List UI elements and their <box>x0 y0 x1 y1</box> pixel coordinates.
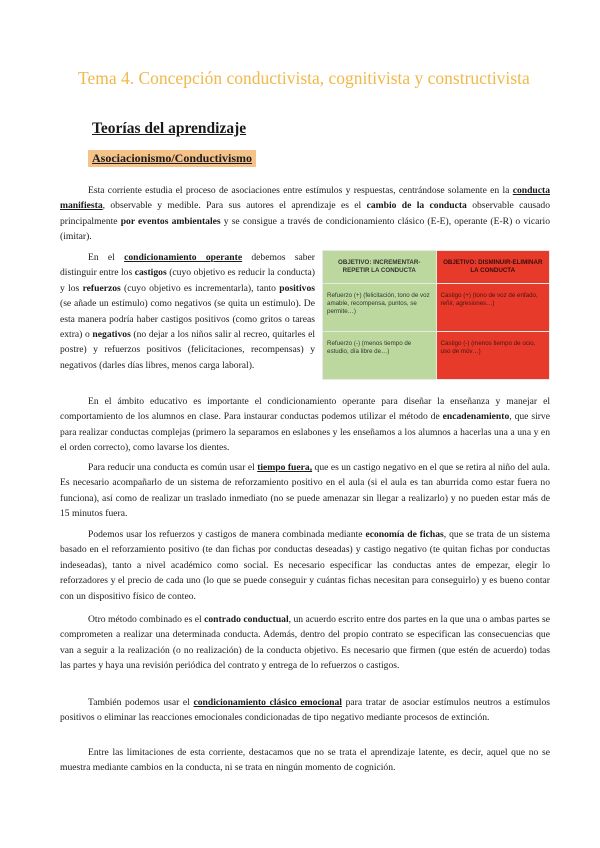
term-contrato-conductual: contrado conductual <box>204 614 289 625</box>
table-cell-negative-reinforcement: Refuerzo (-) (menos tiempo de estudio, día libre de…) <box>323 332 437 380</box>
paragraph-limitaciones: Entre las limitaciones de esta corriente, destacamos que no se trata el aprendizaje latente, es decir, aquel que no se muestra mediante cambios en la conducta, ni se trata en ningún momento de cognición. <box>60 747 550 774</box>
term-castigos: castigos <box>134 267 167 279</box>
paragraph-clasico-emocional: También podemos usar el condicionamiento clásico emocional para tratar de asociar estímulos neutros a estímulos positivos o eliminar las reacciones emocionales condicionadas de tipo negativo mediante procesos de extinción. <box>60 697 550 724</box>
paragraph-intro: Esta corriente estudia el proceso de asociaciones entre estímulos y respuestas, centrándose solamente en la conducta manifiesta, observable y medible. Para sus autores el aprendizaje es el cambio de la conducta observable causado principalmente por eventos ambientales y se consigue a través de condicionamiento clásico (E-E), operante (E-R) o vicario (imitar). <box>60 185 550 243</box>
term-condicionamiento-clasico-emocional: condicionamiento clásico emocional <box>193 697 342 708</box>
document-title: Tema 4. Concepción conductivista, cognitivista y constructivista <box>78 68 530 88</box>
reinforcement-table <box>322 250 550 380</box>
paragraph-encadenamiento: En el ámbito educativo es importante el condicionamiento operante para diseñar la enseñanza y manejar el comportamiento de los alumnos en clase. Para instaurar conductas podemos utilizar el método de encadenamiento, que sirve para realizar conductas complejas (primero la separamos en eslabones y les enseñamos a los alumnos a hacerlas una a una y en el orden correcto), como lavarse los dientes. <box>60 396 550 454</box>
term-eventos-ambientales: por eventos ambientales <box>120 215 221 227</box>
term-condicionamiento-operante: condicionamiento operante <box>124 252 243 263</box>
term-economia-fichas: economía de fichas <box>365 529 444 540</box>
table-cell-positive-reinforcement: Refuerzo (+) (felicitación, tono de voz amable, recompensa, puntos, se permite…) <box>323 284 437 332</box>
subsection-heading: Asociacionismo/Conductivismo <box>88 150 256 167</box>
term-tiempo-fuera: tiempo fuera, <box>257 462 313 473</box>
term-negativos: negativos <box>92 329 131 341</box>
table-cell-negative-punishment: Castigo (-) (menos tiempo de ocio, uso de móv…) <box>436 332 550 380</box>
table-cell-positive-punishment: Castigo (+) (tono de voz de enfado, reñir, agresiones…) <box>436 284 550 332</box>
term-conducta-manifiesta: conducta manifiesta <box>60 185 550 212</box>
paragraph-operante: En el condicionamiento operante debemos saber distinguir entre los castigos (cuyo objetivo es reducir la conducta) y los refuerzos (cuyo objetivo es incrementarla), tanto positivos (se añade un estímulo) como negativos (se quita un estímulo). De esta manera podría haber castigos positivos (como gritos o tareas extra) o negativos (no dejar a los niños salir al recreo, quitarles el postre) y refuerzos positivos (felicitaciones, recompensas) y negativos (darles días libres, menos carga laboral). <box>60 252 315 371</box>
term-cambio-conducta: cambio de la conducta <box>366 200 467 212</box>
paragraph-economia-fichas: Podemos usar los refuerzos y castigos de manera combinada mediante economía de fichas, que se trata de un sistema basado en el reforzamiento positivo (te dan fichas por conductas deseadas) y castigo negativo (te quitan fichas por conductas indeseadas), tanto a nivel académico como social. Es necesario especificar las conductas antes de empezar, elegir lo reforzadores y el precio de cada uno (lo que se puede conseguir y cuántas fichas necesitan para conseguirlo) y es bueno contar con un dispositivo físico de conteo. <box>60 529 550 602</box>
table-header-increase: OBJETIVO: INCREMENTAR-REPETIR LA CONDUCTA <box>323 251 437 284</box>
term-refuerzos: refuerzos <box>82 282 121 294</box>
term-positivos: positivos <box>279 282 315 294</box>
paragraph-contrato: Otro método combinado es el contrado conductual, un acuerdo escrito entre dos partes en la que una o ambas partes se comprometen a realizar una determinada conducta. Además, dentro del propio contrato se especifican las consecuencias que van a seguir a la realización (o no realización) de la conducta objetivo. Es necesario que firmen (que estén de acuerdo) todas las partes y haya una revisión periódica del contrato y entrega de lo refuerzos o castigos. <box>60 614 550 672</box>
paragraph-tiempo-fuera: Para reducir una conducta es común usar el tiempo fuera, que es un castigo negativo en el que se retira al niño del aula. Es necesario acompañarlo de un sistema de reforzamiento positivo en el aula (si el aula es tan aburrida como estar fuera no funciona), así como de realizar un traslado inmediato (no se puede amenazar sin llegar a realizarlo) y no pueden estar más de 15 minutos fuera. <box>60 462 550 520</box>
term-encadenamiento: encadenamiento <box>442 411 510 423</box>
table-header-decrease: OBJETIVO: DISMINUIR-ELIMINAR LA CONDUCTA <box>436 251 550 284</box>
section-heading: Teorías del aprendizaje <box>92 120 247 137</box>
